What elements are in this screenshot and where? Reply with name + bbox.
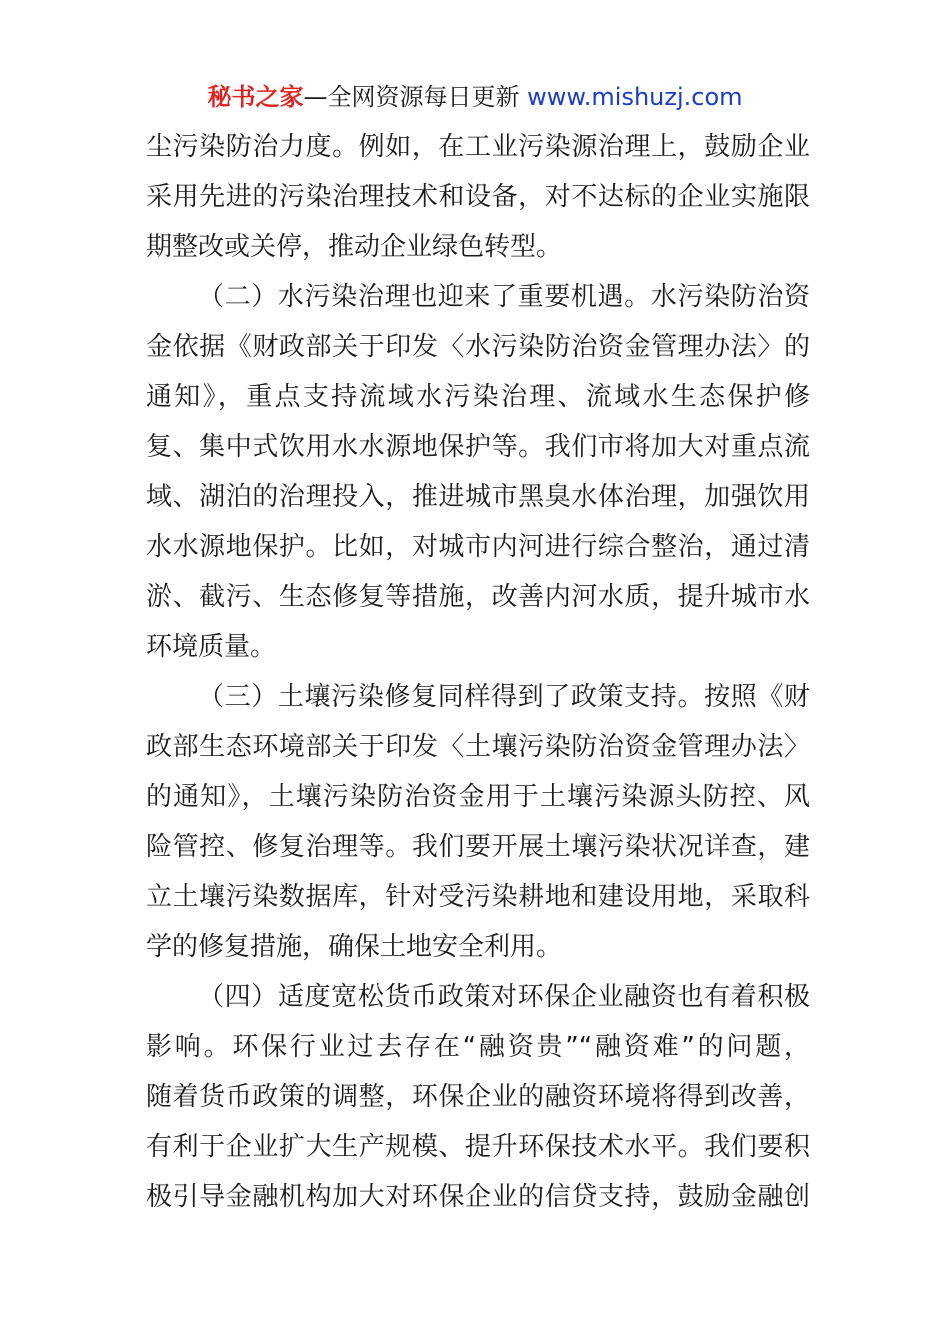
text-line: 尘污染防治力度。例如，在工业污染源治理上，鼓励企业: [146, 132, 810, 162]
header-slogan: —全网资源每日更新: [303, 83, 528, 111]
text-line: 随着货币政策的调整，环保企业的融资环境将得到改善，: [146, 1082, 810, 1112]
text-line: 期整改或关停，推动企业绿色转型。: [146, 232, 563, 262]
document-body: [146, 122, 810, 1222]
text-line: 学的修复措施，确保土地安全利用。: [146, 932, 563, 962]
text-line: 有利于企业扩大生产规模、提升环保技术水平。我们要积: [146, 1132, 810, 1162]
text-line: 政部生态环境部关于印发〈土壤污染防治资金管理办法〉: [146, 732, 810, 762]
text-line: 金依据《财政部关于印发〈水污染防治资金管理办法〉的: [146, 332, 810, 362]
text-line: 域、湖泊的治理投入，推进城市黑臭水体治理，加强饮用: [146, 482, 810, 512]
paragraph-first-line: （四）适度宽松货币政策对环保企业融资也有着积极: [198, 982, 810, 1012]
text-line: 复、集中式饮用水水源地保护等。我们市将加大对重点流: [146, 432, 810, 462]
text-line: 的通知》，土壤污染防治资金用于土壤污染源头防控、风: [146, 782, 810, 812]
paragraph-first-line: （三）土壤污染修复同样得到了政策支持。按照《财: [198, 682, 810, 712]
text-line: 水水源地保护。比如，对城市内河进行综合整治，通过清: [146, 532, 810, 562]
text-line: 极引导金融机构加大对环保企业的信贷支持，鼓励金融创: [146, 1182, 810, 1212]
paragraph-first-line: （二）水污染治理也迎来了重要机遇。水污染防治资: [198, 282, 810, 312]
brand-name: 秘书之家: [207, 83, 304, 111]
text-line: 淤、截污、生态修复等措施，改善内河水质，提升城市水: [146, 582, 810, 612]
text-line: 采用先进的污染治理技术和设备，对不达标的企业实施限: [146, 182, 810, 212]
text-line: 影响。环保行业过去存在“融资贵”“融资难”的问题，: [146, 1032, 810, 1062]
text-line: 通知》，重点支持流域水污染治理、流域水生态保护修: [146, 382, 810, 412]
text-line: 险管控、修复治理等。我们要开展土壤污染状况详查，建: [146, 832, 810, 862]
text-line: 立土壤污染数据库，针对受污染耕地和建设用地，采取科: [146, 882, 810, 912]
text-line: 环境质量。: [146, 632, 277, 662]
page-header: [0, 80, 950, 114]
site-url[interactable]: www.mishuzj.com: [527, 83, 743, 111]
